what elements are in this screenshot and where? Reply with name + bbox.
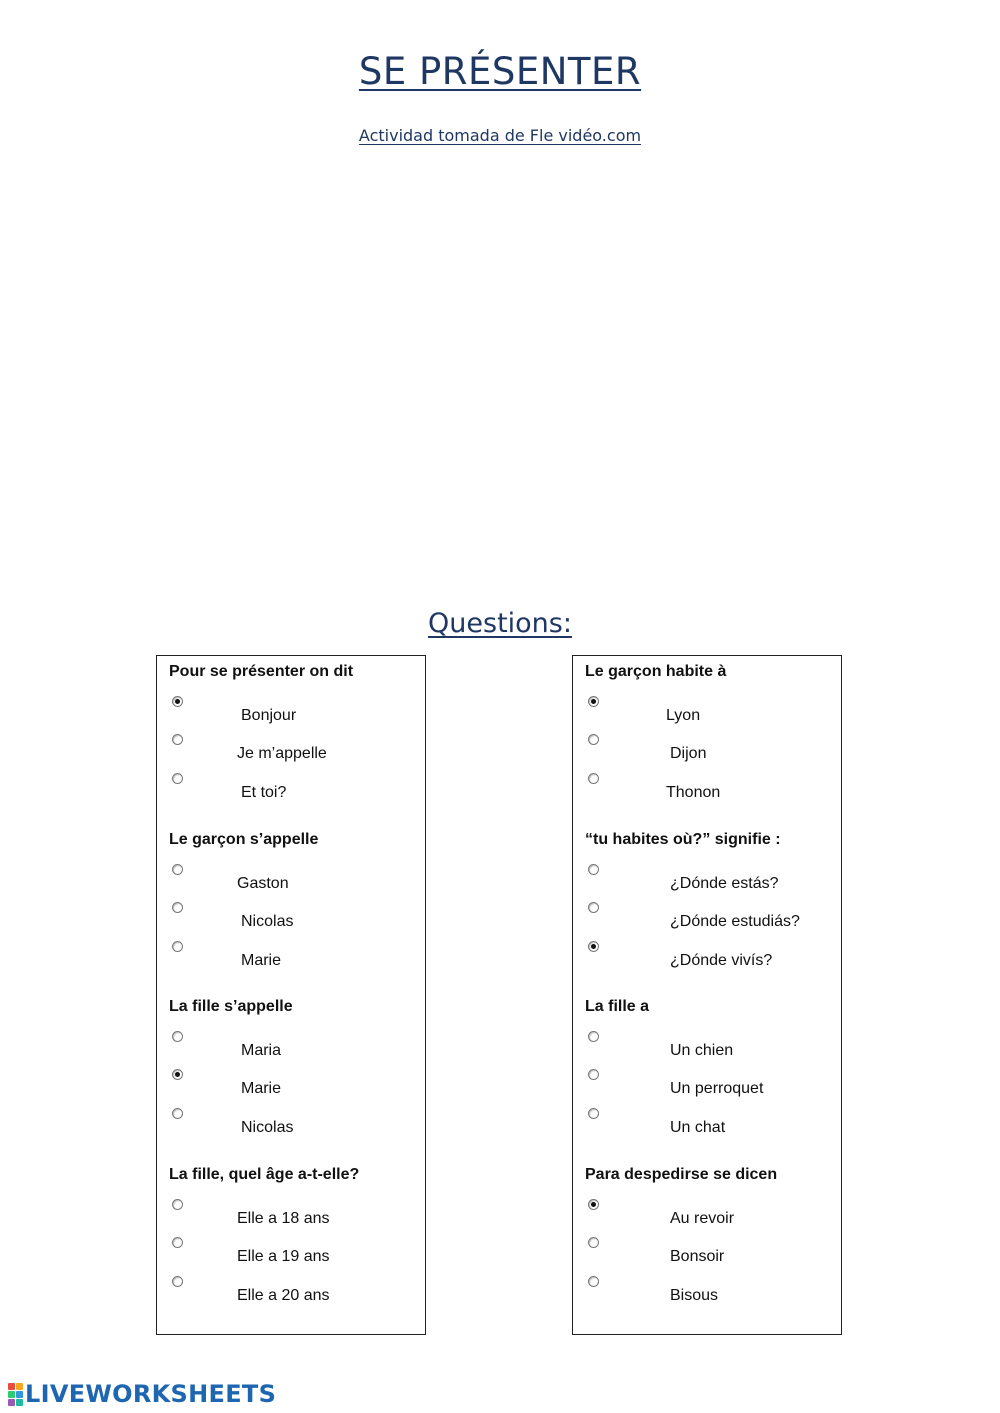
answer-option[interactable] bbox=[573, 1199, 841, 1237]
question-text: Pour se présenter on dit bbox=[169, 663, 354, 680]
question-block bbox=[573, 656, 841, 816]
radio-unchecked-icon[interactable] bbox=[172, 1031, 183, 1042]
question-text: “tu habites où?” signifie : bbox=[585, 831, 781, 848]
answer-option[interactable] bbox=[157, 1276, 425, 1314]
page-title: SE PRÉSENTER bbox=[358, 50, 642, 93]
radio-unchecked-icon[interactable] bbox=[172, 773, 183, 784]
answer-label: Elle a 18 ans bbox=[237, 1210, 330, 1227]
radio-unchecked-icon[interactable] bbox=[588, 1237, 599, 1248]
logo-text: LIVEWORKSHEETS bbox=[25, 1380, 277, 1408]
radio-unchecked-icon[interactable] bbox=[588, 1031, 599, 1042]
answer-label: Un chat bbox=[670, 1119, 726, 1136]
answer-option[interactable] bbox=[157, 696, 425, 734]
question-block bbox=[157, 1159, 425, 1319]
logo-blocks-icon bbox=[8, 1383, 23, 1406]
logo-block bbox=[8, 1399, 15, 1406]
answer-option[interactable] bbox=[573, 941, 841, 979]
answer-option[interactable] bbox=[573, 902, 841, 940]
radio-checked-icon[interactable] bbox=[588, 941, 599, 952]
radio-unchecked-icon[interactable] bbox=[172, 734, 183, 745]
radio-unchecked-icon[interactable] bbox=[172, 1199, 183, 1210]
logo-block bbox=[16, 1391, 23, 1398]
answer-label: Elle a 20 ans bbox=[237, 1287, 330, 1304]
radio-checked-icon[interactable] bbox=[588, 696, 599, 707]
logo-block bbox=[8, 1383, 15, 1390]
answer-option[interactable] bbox=[573, 864, 841, 902]
question-text: Para despedirse se dicen bbox=[585, 1166, 778, 1183]
question-text: Le garçon habite à bbox=[585, 663, 727, 680]
radio-unchecked-icon[interactable] bbox=[588, 1108, 599, 1119]
radio-checked-icon[interactable] bbox=[172, 1069, 183, 1080]
question-block bbox=[157, 991, 425, 1151]
answer-option[interactable] bbox=[573, 1069, 841, 1107]
source-link[interactable]: Actividad tomada de Fle vidéo.com bbox=[358, 126, 642, 145]
answer-option[interactable] bbox=[157, 734, 425, 772]
answer-label: Bisous bbox=[670, 1287, 719, 1304]
answer-option[interactable] bbox=[573, 1237, 841, 1275]
answer-label: Un chien bbox=[670, 1042, 734, 1059]
answer-option[interactable] bbox=[157, 1108, 425, 1146]
answer-option[interactable] bbox=[573, 1108, 841, 1146]
question-text: La fille s’appelle bbox=[169, 998, 293, 1015]
answer-label: Au revoir bbox=[670, 1210, 735, 1227]
quiz-box-left bbox=[156, 655, 426, 1335]
answer-label: Un perroquet bbox=[670, 1080, 764, 1097]
logo-block bbox=[16, 1383, 23, 1390]
answer-option[interactable] bbox=[157, 1237, 425, 1275]
question-block bbox=[573, 1159, 841, 1319]
answer-label: Nicolas bbox=[241, 913, 294, 930]
answer-label: Thonon bbox=[666, 784, 721, 801]
question-block bbox=[573, 991, 841, 1151]
radio-unchecked-icon[interactable] bbox=[588, 864, 599, 875]
logo-block bbox=[16, 1399, 23, 1406]
radio-unchecked-icon[interactable] bbox=[588, 1069, 599, 1080]
question-text: La fille a bbox=[585, 998, 650, 1015]
answer-label: Elle a 19 ans bbox=[237, 1248, 330, 1265]
liveworksheets-logo bbox=[8, 1380, 276, 1408]
answer-label: Bonsoir bbox=[670, 1248, 725, 1265]
answer-label: ¿Dónde vivís? bbox=[670, 952, 773, 969]
quiz-box-right bbox=[572, 655, 842, 1335]
answer-label: Marie bbox=[241, 1080, 282, 1097]
radio-unchecked-icon[interactable] bbox=[172, 1108, 183, 1119]
radio-unchecked-icon[interactable] bbox=[588, 734, 599, 745]
answer-label: Je m’appelle bbox=[237, 745, 327, 762]
question-text: Le garçon s’appelle bbox=[169, 831, 319, 848]
question-text: La fille, quel âge a-t-elle? bbox=[169, 1166, 360, 1183]
answer-option[interactable] bbox=[573, 1031, 841, 1069]
radio-unchecked-icon[interactable] bbox=[588, 902, 599, 913]
answer-label: Lyon bbox=[666, 707, 701, 724]
answer-option[interactable] bbox=[157, 902, 425, 940]
radio-unchecked-icon[interactable] bbox=[588, 773, 599, 784]
answer-option[interactable] bbox=[573, 1276, 841, 1314]
radio-unchecked-icon[interactable] bbox=[172, 941, 183, 952]
answer-option[interactable] bbox=[157, 773, 425, 811]
answer-option[interactable] bbox=[157, 941, 425, 979]
answer-option[interactable] bbox=[573, 773, 841, 811]
radio-checked-icon[interactable] bbox=[172, 696, 183, 707]
logo-block bbox=[8, 1391, 15, 1398]
answer-option[interactable] bbox=[573, 734, 841, 772]
question-block bbox=[157, 824, 425, 984]
radio-unchecked-icon[interactable] bbox=[172, 902, 183, 913]
radio-unchecked-icon[interactable] bbox=[172, 1237, 183, 1248]
answer-option[interactable] bbox=[573, 696, 841, 734]
answer-label: Maria bbox=[241, 1042, 282, 1059]
answer-option[interactable] bbox=[157, 864, 425, 902]
answer-option[interactable] bbox=[157, 1199, 425, 1237]
answer-option[interactable] bbox=[157, 1069, 425, 1107]
answer-label: ¿Dónde estudiás? bbox=[670, 913, 800, 930]
question-block bbox=[157, 656, 425, 816]
answer-label: Dijon bbox=[670, 745, 707, 762]
radio-unchecked-icon[interactable] bbox=[172, 864, 183, 875]
questions-heading: Questions: bbox=[428, 608, 572, 639]
answer-label: Et toi? bbox=[241, 784, 287, 801]
radio-unchecked-icon[interactable] bbox=[588, 1276, 599, 1287]
answer-label: Nicolas bbox=[241, 1119, 294, 1136]
radio-checked-icon[interactable] bbox=[588, 1199, 599, 1210]
answer-label: Gaston bbox=[237, 875, 289, 892]
radio-unchecked-icon[interactable] bbox=[172, 1276, 183, 1287]
answer-option[interactable] bbox=[157, 1031, 425, 1069]
answer-label: Marie bbox=[241, 952, 282, 969]
answer-label: Bonjour bbox=[241, 707, 297, 724]
question-block bbox=[573, 824, 841, 984]
answer-label: ¿Dónde estás? bbox=[670, 875, 779, 892]
